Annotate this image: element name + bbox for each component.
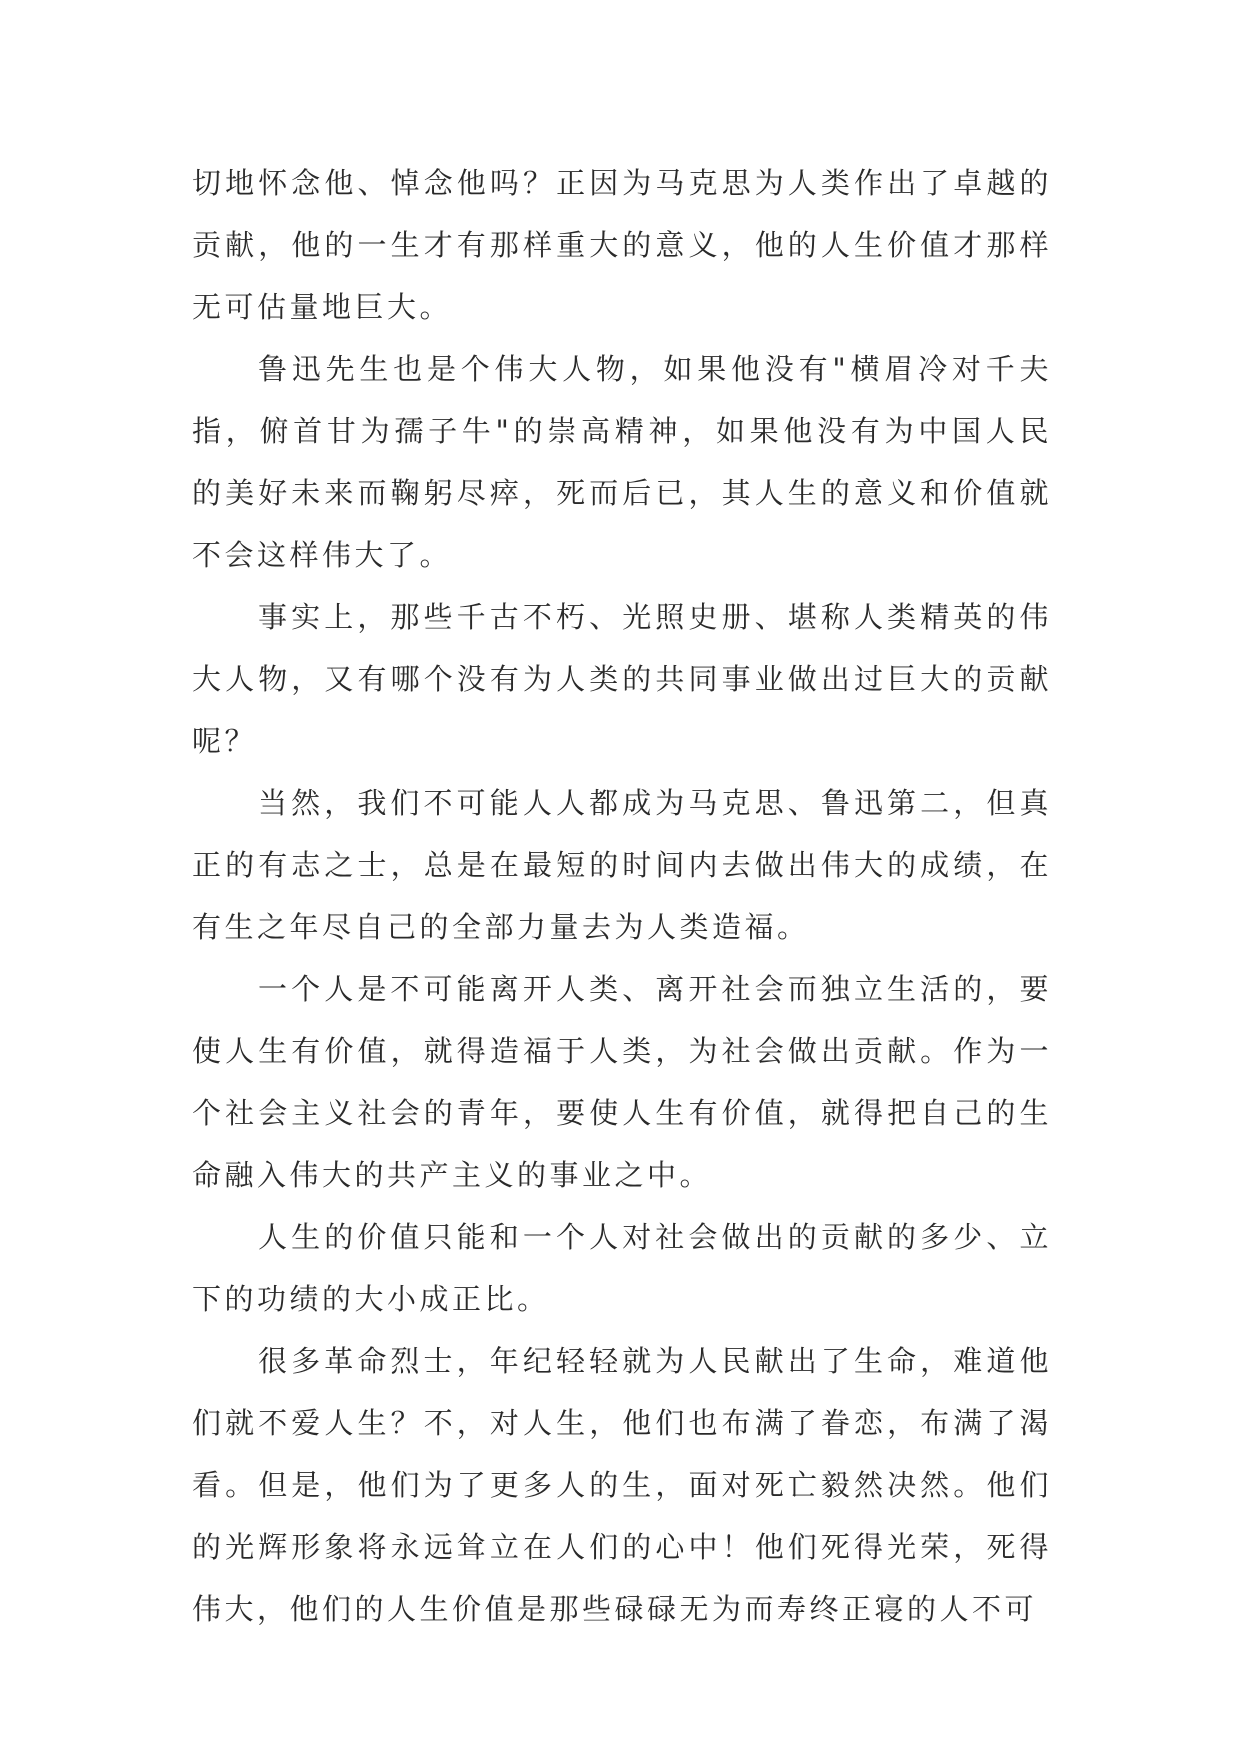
paragraph: 当然，我们不可能人人都成为马克思、鲁迅第二，但真正的有志之士，总是在最短的时间内去做出伟大的成绩，在有生之年尽自己的全部力量去为人类造福。 (192, 786, 1052, 944)
paragraph: 鲁迅先生也是个伟大人物，如果他没有"横眉冷对千夫指，俯首甘为孺子牛"的崇高精神，如果他没有为中国人民的美好未来而鞠躬尽瘁，死而后已，其人生的意义和价值就不会这样伟大了。 (192, 352, 1052, 572)
paragraph: 人生的价值只能和一个人对社会做出的贡献的多少、立下的功绩的大小成正比。 (192, 1220, 1052, 1316)
body-text (192, 152, 1052, 1640)
paragraph: 很多革命烈士，年纪轻轻就为人民献出了生命，难道他们就不爱人生？不，对人生，他们也布满了眷恋，布满了渴看。但是，他们为了更多人的生，面对死亡毅然决然。他们的光辉形象将永远耸立在人们的心中！他们死得光荣，死得伟大，他们的人生价值是那些碌碌无为而寿终正寝的人不可 (192, 1344, 1052, 1626)
paragraph: 一个人是不可能离开人类、离开社会而独立生活的，要使人生有价值，就得造福于人类，为社会做出贡献。作为一个社会主义社会的青年，要使人生有价值，就得把自己的生命融入伟大的共产主义的事业之中。 (192, 972, 1052, 1192)
paragraph: 事实上，那些千古不朽、光照史册、堪称人类精英的伟大人物，又有哪个没有为人类的共同事业做出过巨大的贡献呢？ (192, 600, 1052, 758)
paragraph-continuation: 切地怀念他、悼念他吗？正因为马克思为人类作出了卓越的贡献，他的一生才有那样重大的意义，他的人生价值才那样无可估量地巨大。 (192, 166, 1052, 324)
